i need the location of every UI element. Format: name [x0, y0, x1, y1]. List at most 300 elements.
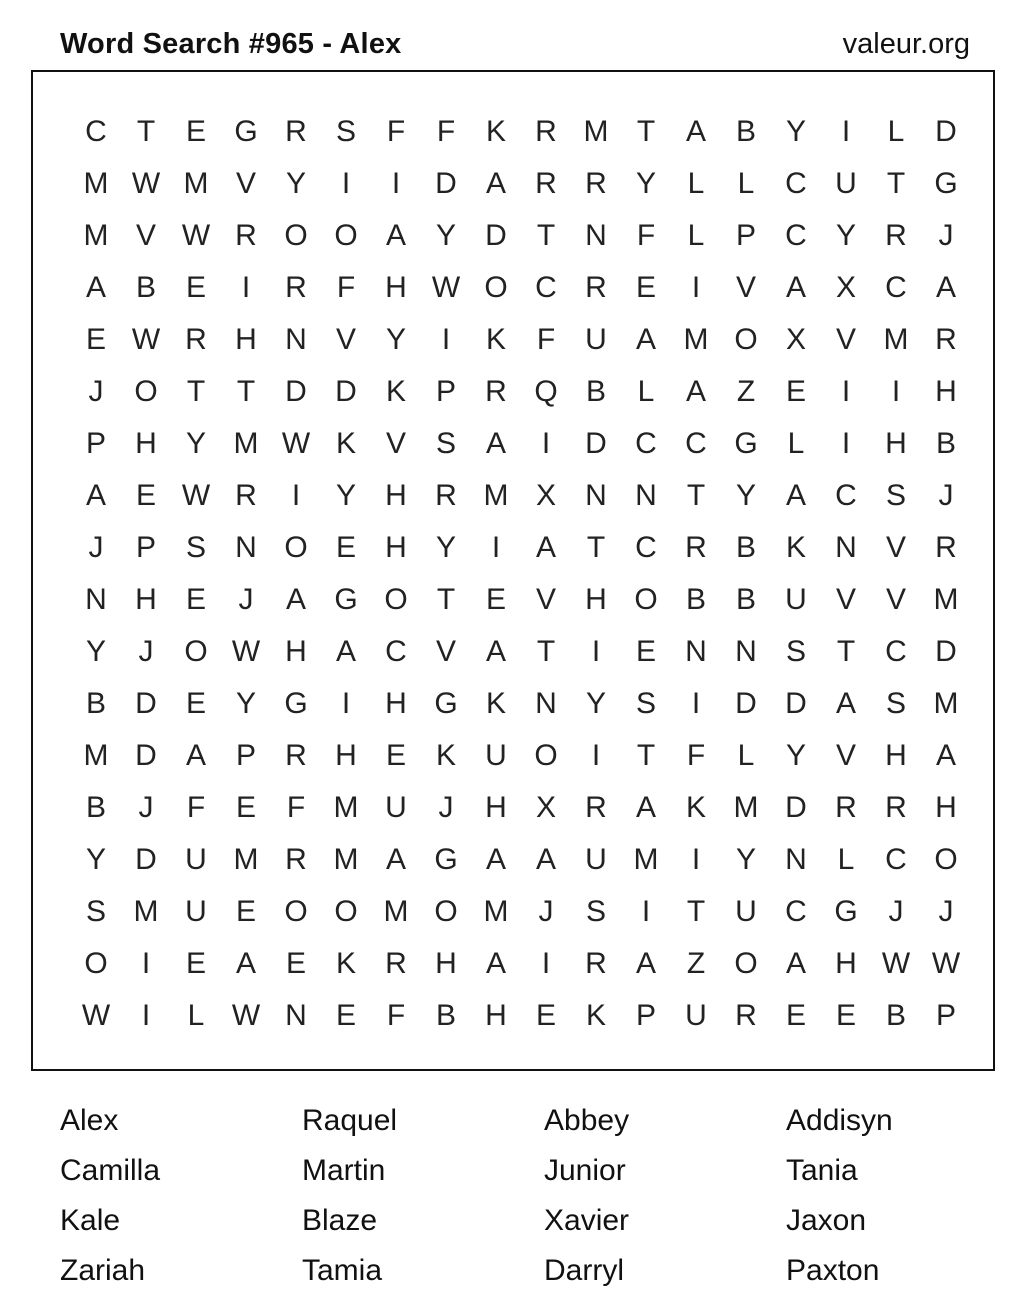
grid-letter: C: [85, 115, 107, 148]
grid-letter: C: [885, 843, 907, 876]
grid-letter: E: [185, 271, 206, 304]
grid-letter: I: [841, 375, 851, 408]
site-name: valeur.org: [842, 28, 970, 60]
grid-letter: V: [135, 219, 156, 252]
grid-letter: O: [434, 895, 458, 928]
grid-letter: E: [235, 895, 256, 928]
grid-letter: A: [485, 427, 506, 460]
grid-letter: V: [435, 635, 456, 668]
grid-letter: A: [635, 323, 656, 356]
grid-letter: C: [785, 895, 807, 928]
grid-letter: J: [888, 895, 904, 928]
grid-letter: F: [686, 739, 706, 772]
grid-letter: N: [535, 687, 557, 720]
grid-letter: M: [933, 583, 959, 616]
grid-letter: N: [85, 583, 107, 616]
grid-letter: D: [285, 375, 307, 408]
grid-letter: L: [687, 167, 705, 200]
grid-letter: B: [435, 999, 456, 1032]
grid-letter: D: [735, 687, 757, 720]
grid-letter: T: [686, 895, 706, 928]
word-list-item: Xavier: [544, 1204, 630, 1237]
grid-letter: W: [231, 999, 261, 1032]
grid-letter: H: [885, 427, 907, 460]
grid-letter: H: [385, 687, 407, 720]
grid-letter: U: [835, 167, 857, 200]
grid-letter: A: [785, 947, 806, 980]
grid-letter: K: [435, 739, 456, 772]
grid-letter: M: [83, 167, 109, 200]
grid-letter: O: [184, 635, 208, 668]
grid-letter: E: [185, 687, 206, 720]
grid-letter: L: [187, 999, 205, 1032]
grid-letter: O: [334, 219, 358, 252]
grid-letter: O: [384, 583, 408, 616]
grid-letter: B: [85, 687, 106, 720]
grid-letter: A: [935, 271, 956, 304]
grid-letter: T: [636, 115, 656, 148]
word-list-item: Camilla: [60, 1154, 161, 1187]
grid-letter: O: [534, 739, 558, 772]
grid-letter: Y: [385, 323, 406, 356]
grid-letter: B: [735, 531, 756, 564]
grid-letter: K: [785, 531, 806, 564]
grid-letter: C: [885, 271, 907, 304]
grid-letter: A: [485, 635, 506, 668]
grid-letter: M: [233, 843, 259, 876]
grid-letter: C: [835, 479, 857, 512]
grid-letter: J: [538, 895, 554, 928]
grid-letter: B: [685, 583, 706, 616]
grid-letter: W: [931, 947, 961, 980]
grid-letter: S: [585, 895, 606, 928]
grid-letter: J: [938, 895, 954, 928]
grid-letter: H: [285, 635, 307, 668]
grid-letter: C: [785, 219, 807, 252]
grid-letter: X: [535, 479, 556, 512]
grid-letter: O: [334, 895, 358, 928]
grid-letter: N: [735, 635, 757, 668]
grid-letter: T: [536, 635, 556, 668]
grid-letter: U: [785, 583, 807, 616]
grid-letter: J: [138, 791, 154, 824]
grid-letter: X: [535, 791, 556, 824]
grid-letter: F: [386, 999, 406, 1032]
grid-letter: M: [83, 219, 109, 252]
grid-letter: R: [835, 791, 857, 824]
grid-letter: H: [335, 739, 357, 772]
grid-letter: Y: [635, 167, 656, 200]
grid-letter: A: [485, 947, 506, 980]
grid-letter: I: [591, 739, 601, 772]
grid-letter: M: [183, 167, 209, 200]
grid-letter: R: [285, 115, 307, 148]
grid-letter: J: [938, 219, 954, 252]
grid-letter: M: [333, 843, 359, 876]
grid-letter: G: [734, 427, 758, 460]
grid-letter: P: [235, 739, 256, 772]
grid-letter: M: [483, 895, 509, 928]
grid-letter: T: [236, 375, 256, 408]
grid-letter: E: [285, 947, 306, 980]
grid-letter: G: [434, 687, 458, 720]
grid-letter: I: [841, 427, 851, 460]
grid-letter: N: [585, 479, 607, 512]
grid-letter: G: [434, 843, 458, 876]
grid-letter: P: [635, 999, 656, 1032]
word-list-item: Zariah: [60, 1254, 146, 1287]
grid-letter: U: [185, 843, 207, 876]
grid-letter: N: [285, 323, 307, 356]
grid-letter: I: [891, 375, 901, 408]
grid-letter: V: [885, 531, 906, 564]
word-list-item: Junior: [544, 1154, 626, 1187]
grid-letter: M: [133, 895, 159, 928]
grid-letter: B: [585, 375, 606, 408]
grid-letter: E: [185, 947, 206, 980]
grid-letter: J: [88, 531, 104, 564]
grid-letter: T: [636, 739, 656, 772]
grid-letter: H: [935, 791, 957, 824]
word-list-item: Darryl: [544, 1254, 624, 1287]
grid-letter: R: [885, 791, 907, 824]
puzzle-title: Word Search #965 - Alex: [60, 28, 402, 60]
grid-letter: T: [536, 219, 556, 252]
grid-letter: C: [635, 531, 657, 564]
grid-letter: B: [885, 999, 906, 1032]
grid-letter: B: [935, 427, 956, 460]
grid-letter: P: [85, 427, 106, 460]
grid-letter: I: [691, 271, 701, 304]
grid-letter: Y: [785, 115, 806, 148]
word-list-item: Blaze: [302, 1204, 378, 1237]
grid-letter: L: [687, 219, 705, 252]
grid-letter: K: [335, 947, 356, 980]
grid-letter: E: [785, 999, 806, 1032]
grid-letter: V: [335, 323, 356, 356]
grid-letter: L: [737, 167, 755, 200]
word-list-item: Jaxon: [786, 1204, 867, 1237]
grid-letter: A: [385, 219, 406, 252]
grid-letter: S: [85, 895, 106, 928]
grid-letter: F: [536, 323, 556, 356]
grid-letter: W: [231, 635, 261, 668]
grid-letter: M: [683, 323, 709, 356]
grid-letter: Z: [686, 947, 706, 980]
grid-letter: Y: [85, 635, 106, 668]
grid-letter: Y: [435, 531, 456, 564]
grid-letter: R: [185, 323, 207, 356]
grid-letter: M: [933, 687, 959, 720]
grid-letter: B: [85, 791, 106, 824]
grid-letter: Y: [785, 739, 806, 772]
grid-letter: E: [335, 531, 356, 564]
word-list-item: Addisyn: [786, 1104, 893, 1137]
grid-letter: R: [285, 271, 307, 304]
grid-letter: O: [134, 375, 158, 408]
grid-letter: E: [835, 999, 856, 1032]
grid-letter: I: [341, 167, 351, 200]
letter-grid: [71, 106, 971, 1042]
grid-letter: S: [335, 115, 356, 148]
grid-letter: V: [235, 167, 256, 200]
grid-letter: D: [785, 687, 807, 720]
grid-letter: A: [535, 843, 556, 876]
grid-letter: E: [85, 323, 106, 356]
grid-letter: F: [286, 791, 306, 824]
grid-letter: Y: [85, 843, 106, 876]
grid-letter: R: [535, 115, 557, 148]
word-list-item: Raquel: [302, 1104, 398, 1137]
grid-letter: I: [541, 427, 551, 460]
grid-letter: D: [335, 375, 357, 408]
grid-letter: I: [391, 167, 401, 200]
grid-letter: H: [485, 999, 507, 1032]
grid-letter: E: [335, 999, 356, 1032]
grid-letter: M: [583, 115, 609, 148]
grid-letter: A: [235, 947, 256, 980]
grid-letter: I: [691, 843, 701, 876]
grid-letter: A: [85, 271, 106, 304]
grid-letter: E: [785, 375, 806, 408]
grid-letter: A: [835, 687, 856, 720]
grid-letter: E: [535, 999, 556, 1032]
grid-letter: H: [385, 271, 407, 304]
grid-letter: U: [735, 895, 757, 928]
grid-letter: U: [585, 323, 607, 356]
grid-letter: O: [284, 219, 308, 252]
grid-letter: T: [586, 531, 606, 564]
grid-letter: E: [135, 479, 156, 512]
grid-letter: H: [235, 323, 257, 356]
grid-letter: Y: [585, 687, 606, 720]
grid-letter: V: [385, 427, 406, 460]
grid-letter: J: [938, 479, 954, 512]
grid-letter: A: [185, 739, 206, 772]
grid-letter: K: [485, 323, 506, 356]
grid-letter: L: [637, 375, 655, 408]
grid-letter: R: [585, 167, 607, 200]
grid-letter: B: [135, 271, 156, 304]
grid-letter: E: [235, 791, 256, 824]
grid-letter: I: [441, 323, 451, 356]
grid-letter: F: [186, 791, 206, 824]
grid-letter: A: [385, 843, 406, 876]
grid-letter: I: [141, 947, 151, 980]
grid-letter: D: [585, 427, 607, 460]
grid-letter: V: [835, 739, 856, 772]
grid-letter: V: [535, 583, 556, 616]
grid-letter: N: [235, 531, 257, 564]
grid-letter: V: [835, 583, 856, 616]
grid-letter: Y: [435, 219, 456, 252]
grid-letter: I: [341, 687, 351, 720]
grid-letter: P: [735, 219, 756, 252]
grid-letter: R: [435, 479, 457, 512]
grid-letter: C: [885, 635, 907, 668]
grid-letter: N: [835, 531, 857, 564]
grid-letter: R: [935, 323, 957, 356]
grid-letter: R: [735, 999, 757, 1032]
grid-letter: R: [935, 531, 957, 564]
grid-letter: N: [635, 479, 657, 512]
grid-letter: L: [837, 843, 855, 876]
grid-letter: M: [333, 791, 359, 824]
grid-letter: H: [885, 739, 907, 772]
word-list-item: Kale: [60, 1204, 121, 1237]
grid-letter: S: [185, 531, 206, 564]
grid-letter: U: [685, 999, 707, 1032]
grid-letter: Y: [835, 219, 856, 252]
grid-letter: I: [841, 115, 851, 148]
grid-letter: Y: [285, 167, 306, 200]
grid-letter: M: [483, 479, 509, 512]
grid-letter: W: [281, 427, 311, 460]
grid-letter: A: [335, 635, 356, 668]
grid-letter: R: [385, 947, 407, 980]
grid-letter: S: [785, 635, 806, 668]
grid-letter: D: [485, 219, 507, 252]
grid-letter: T: [886, 167, 906, 200]
grid-letter: A: [535, 531, 556, 564]
grid-letter: A: [85, 479, 106, 512]
grid-letter: A: [485, 843, 506, 876]
grid-letter: O: [284, 895, 308, 928]
grid-letter: R: [285, 843, 307, 876]
grid-letter: O: [734, 323, 758, 356]
grid-letter: C: [785, 167, 807, 200]
grid-letter: A: [285, 583, 306, 616]
grid-letter: A: [485, 167, 506, 200]
grid-letter: K: [685, 791, 706, 824]
grid-letter: W: [131, 323, 161, 356]
grid-letter: K: [485, 115, 506, 148]
grid-letter: T: [436, 583, 456, 616]
grid-letter: Y: [735, 479, 756, 512]
grid-letter: W: [431, 271, 461, 304]
page-header: [60, 28, 970, 68]
grid-letter: A: [635, 791, 656, 824]
grid-letter: M: [633, 843, 659, 876]
grid-letter: F: [336, 271, 356, 304]
grid-letter: W: [181, 479, 211, 512]
word-list-item: Tamia: [302, 1254, 383, 1287]
grid-letter: I: [591, 635, 601, 668]
grid-letter: A: [685, 115, 706, 148]
grid-letter: T: [836, 635, 856, 668]
grid-letter: I: [241, 271, 251, 304]
grid-letter: T: [136, 115, 156, 148]
puzzle-box: [31, 70, 995, 1071]
grid-letter: A: [785, 271, 806, 304]
grid-letter: D: [935, 115, 957, 148]
grid-letter: E: [635, 635, 656, 668]
grid-letter: H: [585, 583, 607, 616]
word-list-item: Tania: [786, 1154, 858, 1187]
grid-letter: D: [435, 167, 457, 200]
grid-letter: O: [634, 583, 658, 616]
grid-letter: A: [635, 947, 656, 980]
grid-letter: S: [635, 687, 656, 720]
grid-letter: V: [885, 583, 906, 616]
grid-letter: P: [435, 375, 456, 408]
grid-letter: B: [735, 115, 756, 148]
grid-letter: Y: [185, 427, 206, 460]
grid-letter: H: [385, 531, 407, 564]
grid-letter: E: [635, 271, 656, 304]
grid-letter: G: [934, 167, 958, 200]
grid-letter: V: [835, 323, 856, 356]
grid-letter: X: [785, 323, 806, 356]
grid-letter: D: [135, 687, 157, 720]
grid-letter: G: [834, 895, 858, 928]
grid-letter: T: [186, 375, 206, 408]
grid-letter: K: [485, 687, 506, 720]
grid-letter: P: [935, 999, 956, 1032]
grid-letter: C: [385, 635, 407, 668]
grid-letter: A: [935, 739, 956, 772]
grid-letter: W: [881, 947, 911, 980]
grid-letter: H: [935, 375, 957, 408]
grid-letter: R: [685, 531, 707, 564]
grid-letter: R: [585, 947, 607, 980]
grid-letter: E: [185, 115, 206, 148]
grid-letter: Y: [335, 479, 356, 512]
grid-letter: N: [285, 999, 307, 1032]
grid-letter: O: [934, 843, 958, 876]
grid-letter: D: [135, 739, 157, 772]
grid-letter: R: [485, 375, 507, 408]
grid-letter: I: [491, 531, 501, 564]
grid-letter: F: [636, 219, 656, 252]
grid-letter: I: [691, 687, 701, 720]
grid-letter: N: [785, 843, 807, 876]
grid-letter: N: [685, 635, 707, 668]
grid-letter: I: [141, 999, 151, 1032]
grid-letter: U: [185, 895, 207, 928]
grid-letter: G: [284, 687, 308, 720]
grid-letter: G: [234, 115, 258, 148]
grid-letter: T: [686, 479, 706, 512]
grid-letter: R: [885, 219, 907, 252]
grid-letter: W: [181, 219, 211, 252]
word-list-item: Alex: [60, 1104, 119, 1137]
grid-letter: F: [436, 115, 456, 148]
grid-letter: E: [185, 583, 206, 616]
grid-letter: B: [735, 583, 756, 616]
grid-letter: J: [138, 635, 154, 668]
grid-letter: R: [285, 739, 307, 772]
grid-letter: I: [641, 895, 651, 928]
grid-letter: H: [135, 583, 157, 616]
grid-letter: K: [385, 375, 406, 408]
grid-letter: E: [485, 583, 506, 616]
grid-letter: R: [535, 167, 557, 200]
grid-letter: R: [235, 219, 257, 252]
grid-letter: E: [385, 739, 406, 772]
grid-letter: S: [435, 427, 456, 460]
grid-letter: I: [291, 479, 301, 512]
word-list-item: Paxton: [786, 1254, 880, 1287]
grid-letter: H: [485, 791, 507, 824]
grid-letter: F: [386, 115, 406, 148]
word-list-item: Martin: [302, 1154, 386, 1187]
grid-letter: J: [238, 583, 254, 616]
grid-letter: S: [885, 687, 906, 720]
grid-letter: R: [235, 479, 257, 512]
grid-letter: O: [84, 947, 108, 980]
grid-letter: M: [883, 323, 909, 356]
